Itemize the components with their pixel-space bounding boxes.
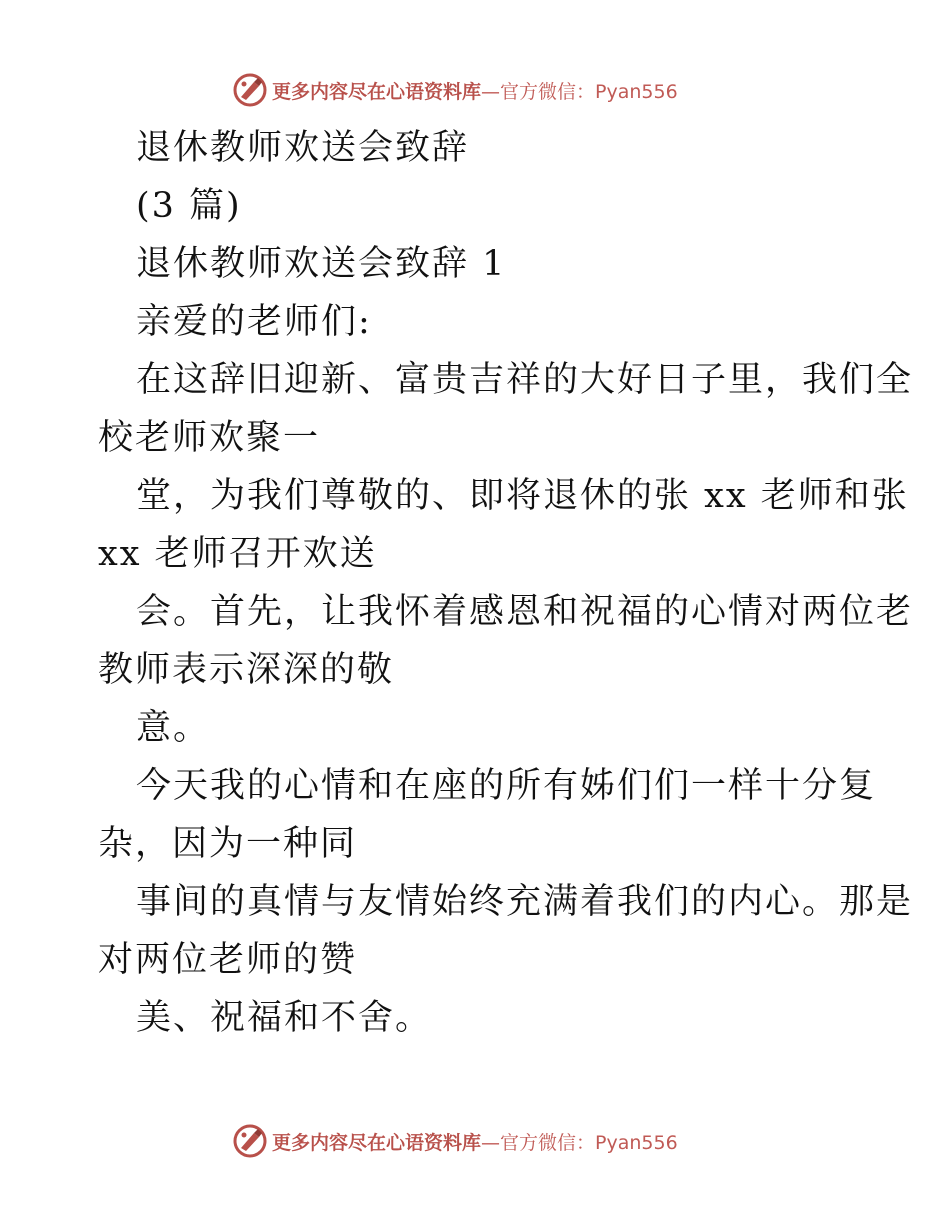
paragraph-line: 杂，因为一种同	[98, 824, 358, 864]
paragraph-line: 会。首先，让我怀着感恩和祝福的心情对两位老	[136, 592, 914, 632]
paragraph-line: 意。	[136, 708, 211, 748]
paragraph-line: 事间的真情与友情始终充满着我们的内心。那是	[136, 882, 914, 922]
footer-watermark	[232, 1121, 752, 1161]
watermark-contact: —官方微信：Pyan556	[481, 1131, 678, 1154]
paragraph-line: 对两位老师的赞	[98, 940, 358, 980]
salutation: 亲爱的老师们:	[136, 302, 372, 342]
header-watermark	[232, 70, 752, 110]
document-title: 退休教师欢送会致辞	[136, 128, 470, 168]
brand-logo-icon	[232, 1123, 268, 1159]
paragraph-line: 今天我的心情和在座的所有姊们们一样十分复	[136, 766, 877, 806]
document-subtitle: (3 篇)	[136, 186, 242, 226]
watermark-text: 更多内容尽在心语资料库	[272, 80, 482, 103]
paragraph-line: 堂，为我们尊敬的、即将退休的张 xx 老师和张	[136, 476, 909, 516]
paragraph-line: 校老师欢聚一	[98, 418, 321, 458]
watermark-contact: —官方微信：Pyan556	[481, 80, 678, 103]
watermark-text: 更多内容尽在心语资料库	[272, 1131, 482, 1154]
paragraph-line: 美、祝福和不舍。	[136, 998, 433, 1038]
paragraph-line: 教师表示深深的敬	[98, 650, 395, 690]
brand-logo-icon	[232, 72, 268, 108]
section-heading: 退休教师欢送会致辞 1	[136, 244, 507, 284]
paragraph-line: xx 老师召开欢送	[98, 534, 377, 574]
paragraph-line: 在这辞旧迎新、富贵吉祥的大好日子里，我们全	[136, 360, 914, 400]
